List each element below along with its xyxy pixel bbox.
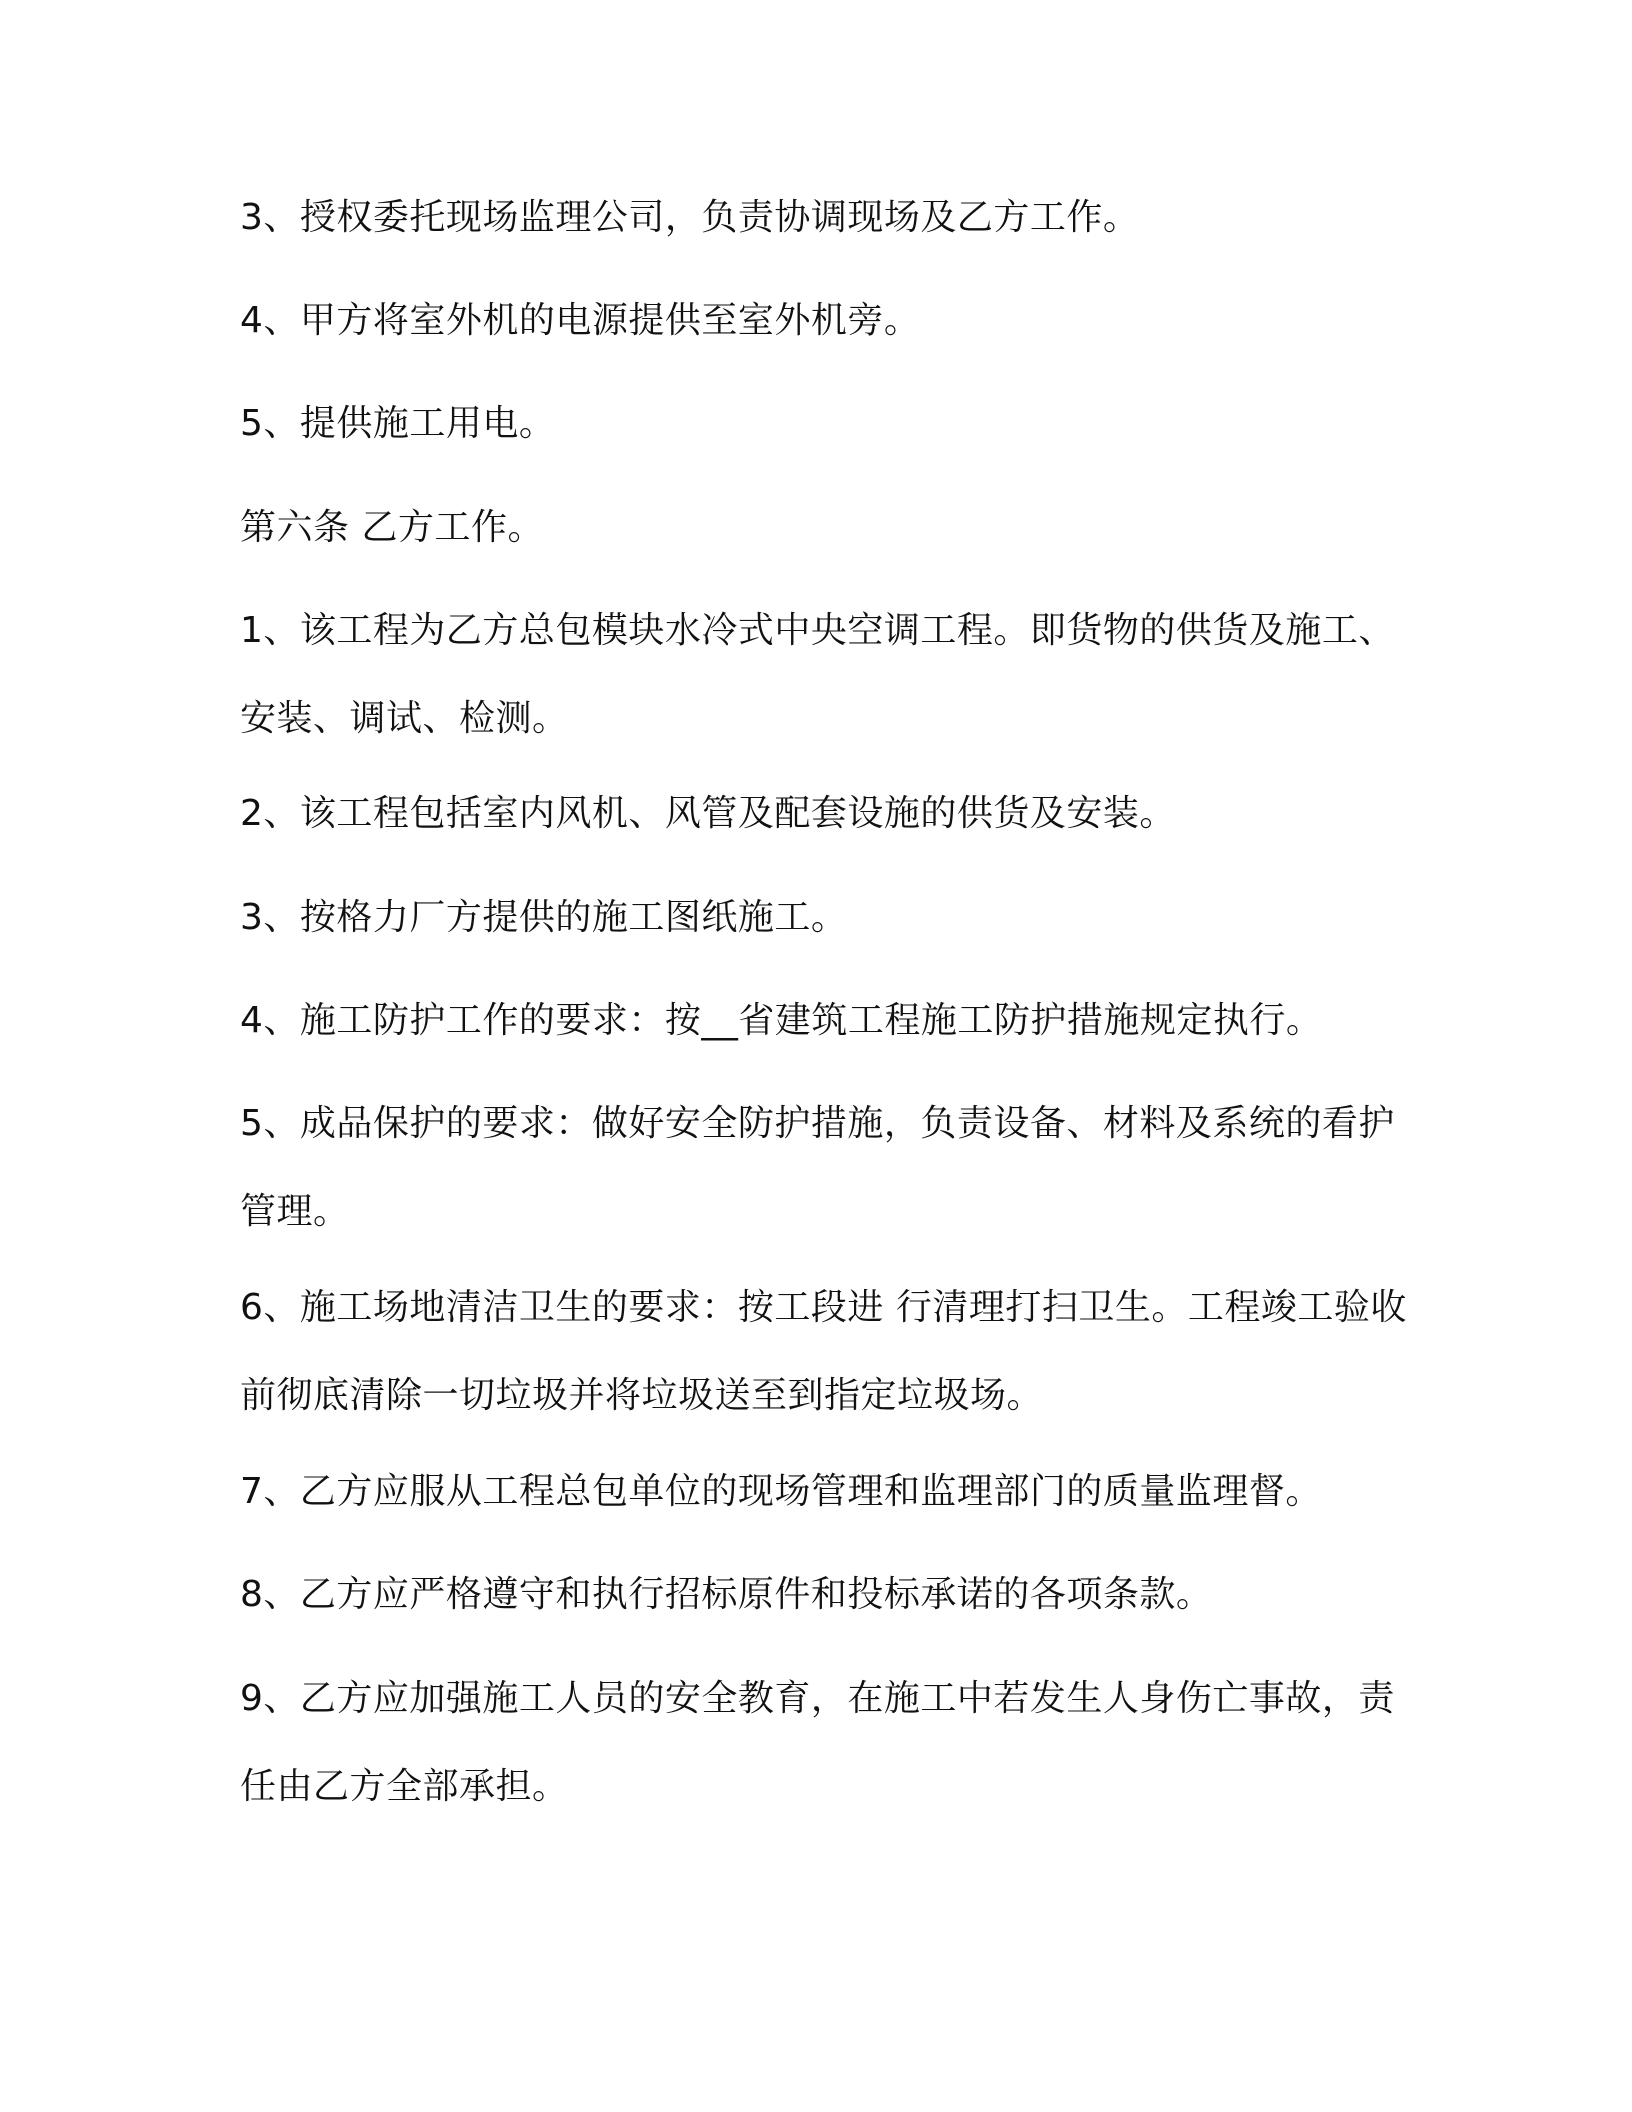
clause-b1-scope: 1、该工程为乙方总包模块水冷式中央空调工程。即货物的供货及施工、安装、调试、检测。 (240, 610, 1395, 739)
clause-b7-management: 7、乙方应服从工程总包单位的现场管理和监理部门的质量监理督。 (240, 1471, 1322, 1512)
clause-a4-outdoor-power: 4、甲方将室外机的电源提供至室外机旁。 (240, 300, 921, 341)
clause-b2-indoor-equipment: 2、该工程包括室内风机、风管及配套设施的供货及安装。 (240, 793, 1176, 834)
clause-b4-protection: 4、施工防护工作的要求：按__省建筑工程施工防护措施规定执行。 (240, 1000, 1323, 1041)
clause-b5-product-protection: 5、成品保护的要求：做好安全防护措施，负责设备、材料及系统的看护管理。 (240, 1103, 1395, 1232)
article-six-heading: 第六条 乙方工作。 (240, 507, 544, 548)
clause-a5-construction-power: 5、提供施工用电。 (240, 403, 556, 444)
clause-b9-safety-education: 9、乙方应加强施工人员的安全教育，在施工中若发生人身伤亡事故，责任由乙方全部承担。 (240, 1678, 1395, 1807)
clause-b3-drawings: 3、按格力厂方提供的施工图纸施工。 (240, 897, 848, 938)
clause-b8-bidding-terms: 8、乙方应严格遵守和执行招标原件和投标承诺的各项条款。 (240, 1574, 1213, 1615)
clause-b6-site-cleaning: 6、施工场地清洁卫生的要求：按工段进 行清理打扫卫生。工程竣工验收前彻底清除一切垃圾并将垃圾送至到指定垃圾场。 (240, 1287, 1407, 1416)
clause-a3-site-supervision: 3、授权委托现场监理公司，负责协调现场及乙方工作。 (240, 197, 1140, 238)
